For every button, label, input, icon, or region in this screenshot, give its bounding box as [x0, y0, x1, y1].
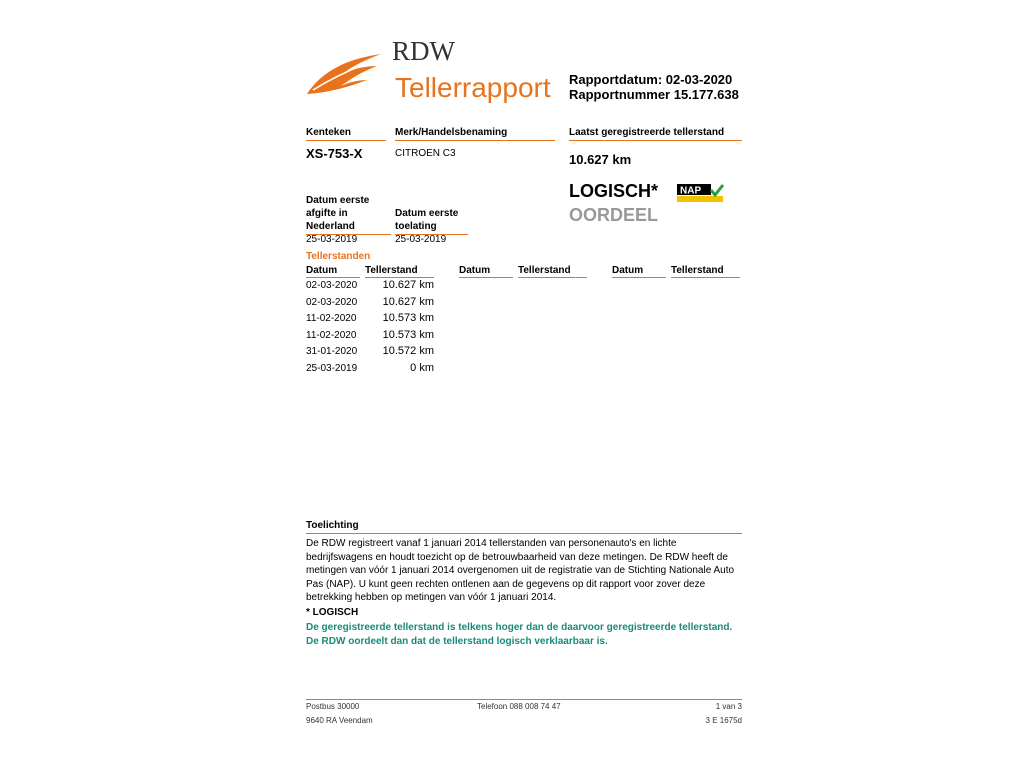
reading-date: 25-03-2019	[306, 363, 358, 374]
nap-badge	[677, 184, 725, 209]
toelating-label-line: Datum eerste	[395, 208, 459, 219]
footer-page: 1 van 3	[715, 702, 742, 711]
afgifte-label-line: Nederland	[306, 221, 355, 232]
afgifte-value: 25-03-2019	[306, 234, 358, 245]
col-header-datum: Datum	[306, 265, 360, 278]
afgifte-label-line: Datum eerste	[306, 195, 370, 206]
reading-date: 31-01-2020	[306, 346, 358, 357]
reading-value: 0 km	[410, 362, 434, 374]
footer-code: 3 E 1675d	[705, 716, 742, 725]
afgifte-label	[306, 194, 391, 235]
reading-date: 11-02-2020	[306, 330, 357, 341]
footer-postbus: Postbus 30000	[306, 702, 360, 711]
footer-address: 9640 RA Veendam	[306, 716, 373, 725]
merk-label: Merk/Handelsbenaming	[395, 127, 555, 141]
reading-value: 10.573 km	[382, 329, 434, 341]
toelichting-body: De RDW registreert vanaf 1 januari 2014 tellerstanden van personenauto's en lichte bedrijfswagens en houdt toezicht op de betrouwbaarheid van deze metingen. De RDW heeft de metingen van vóór 1 januari 2014 overgenomen uit de registratie van de Stichting Nationale Auto Pas (NAP). U kunt geen rechten ontlenen aan de gegevens op dit rapport voor zover deze betrekking hebben op metingen van vóór 1 januari 2014.	[306, 538, 735, 603]
reading-value: 10.627 km	[382, 296, 434, 308]
tellerstanden-title: Tellerstanden	[306, 251, 371, 262]
oordeel-label: OORDEEL	[569, 205, 659, 225]
nap-text: NAP	[680, 185, 702, 197]
footer-divider	[306, 699, 742, 700]
reading-value: 10.573 km	[382, 312, 434, 324]
kenteken-value: XS-753-X	[306, 146, 363, 161]
laatst-label: Laatst geregistreerde tellerstand	[569, 127, 742, 141]
report-date: Rapportdatum: 02-03-2020	[569, 72, 733, 87]
col-header-datum: Datum	[459, 265, 513, 278]
col-header-tellerstand: Tellerstand	[671, 265, 740, 278]
toelating-label-line: toelating	[395, 221, 437, 232]
toelating-label	[395, 207, 468, 235]
logisch-note-body: De geregistreerde tellerstand is telkens hoger dan de daarvoor geregistreerde tellerstand. De RDW oordeelt dan dat de tellerstand logisch verklaarbaar is.	[306, 622, 733, 647]
col-header-tellerstand: Tellerstand	[518, 265, 587, 278]
merk-value: CITROEN C3	[395, 148, 456, 159]
reading-date: 02-03-2020	[306, 297, 358, 308]
report-meta	[569, 72, 739, 102]
kenteken-label: Kenteken	[306, 127, 386, 141]
col-header-datum: Datum	[612, 265, 666, 278]
col-header-tellerstand: Tellerstand	[365, 265, 434, 278]
laatst-value: 10.627 km	[569, 152, 632, 167]
report-number: Rapportnummer 15.177.638	[569, 87, 739, 102]
reading-value: 10.572 km	[382, 345, 434, 357]
oordeel-value: LOGISCH*	[569, 181, 659, 201]
logisch-note-title: * LOGISCH	[306, 607, 359, 618]
org-name: RDW	[392, 36, 455, 66]
toelichting-title: Toelichting	[306, 520, 742, 534]
reading-value: 10.627 km	[382, 279, 434, 291]
rdw-logo-icon	[305, 50, 383, 98]
footer-phone: Telefoon 088 008 74 47	[477, 702, 561, 711]
toelating-value: 25-03-2019	[395, 234, 447, 245]
nap-check-icon	[677, 184, 725, 204]
afgifte-label-line: afgifte in	[306, 208, 348, 219]
reading-date: 02-03-2020	[306, 280, 358, 291]
report-title: Tellerrapport	[395, 72, 551, 103]
reading-date: 11-02-2020	[306, 313, 357, 324]
